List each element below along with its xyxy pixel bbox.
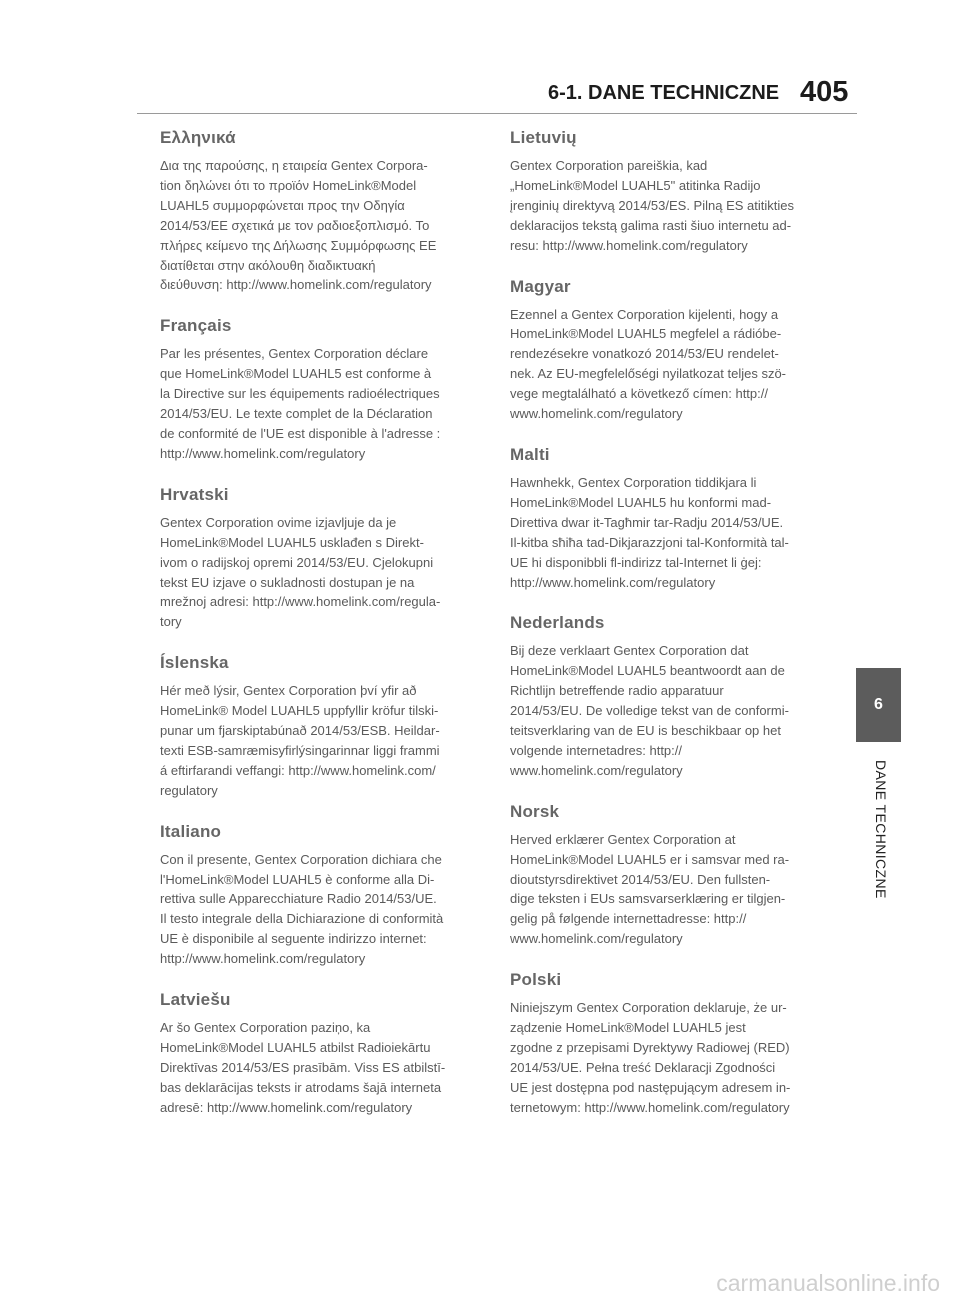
language-section — [160, 822, 485, 969]
section-title: 6-1. DANE TECHNICZNE — [548, 82, 780, 104]
language-section — [510, 613, 835, 780]
text-line: vege megtalálható a következő címen: http:// — [510, 386, 768, 402]
text-line: www.homelink.com/regulatory — [510, 762, 683, 778]
text-line: á eftirfarandi veffangi: http://www.homelink.com/ — [160, 762, 436, 778]
text-line: Ar šo Gentex Corporation paziņo, ka — [160, 1020, 371, 1036]
declaration-text — [510, 641, 835, 780]
left-column — [160, 128, 485, 1139]
header-divider — [137, 113, 857, 114]
text-line: HomeLink®Model LUAHL5 usklađen s Direkt- — [160, 534, 424, 550]
text-line: volgende internetadres: http:// — [510, 742, 683, 758]
text-line: gelig på følgende internettadresse: http:// — [510, 911, 747, 927]
language-heading: Ελληνικά — [160, 128, 236, 147]
language-heading: Polski — [510, 970, 562, 990]
text-line: rendezésekre vonatkozó 2014/53/EU rendelet- — [510, 346, 779, 362]
text-line: HomeLink®Model LUAHL5 atbilst Radioiekārtu — [160, 1040, 431, 1055]
text-line: mrežnoj adresi: http://www.homelink.com/regula- — [160, 594, 441, 610]
language-heading: Magyar — [510, 276, 571, 296]
language-section — [160, 316, 485, 463]
text-line: Il testo integrale della Dichiarazione di conformità — [160, 911, 444, 927]
text-line: http://www.homelink.com/regulatory — [510, 574, 716, 590]
text-line: tekst EU izjave o sukladnosti dostupan je na — [160, 574, 415, 590]
text-line: HomeLink®Model LUAHL5 er i samsvar med ra- — [510, 851, 790, 867]
text-line: 2014/53/UE. Pełna treść Deklaracji Zgodności — [510, 1059, 776, 1075]
text-line: tory — [160, 614, 182, 630]
text-line: UE jest dostępna pod następującym adresem in- — [510, 1079, 791, 1095]
text-line: dige teksten i EUs samsvarserklæring er tilgjen- — [510, 891, 786, 907]
text-line: HomeLink® Model LUAHL5 uppfyllir kröfur tilski- — [160, 703, 439, 719]
text-line: Con il presente, Gentex Corporation dichiara che — [160, 851, 442, 867]
text-line: Hér með lýsir, Gentex Corporation því yfir að — [160, 683, 417, 699]
language-section — [510, 445, 835, 592]
text-line: resu: http://www.homelink.com/regulatory — [510, 237, 748, 253]
text-line: Par les présentes, Gentex Corporation déclare — [160, 346, 429, 362]
chapter-tab[interactable]: 6 — [856, 668, 901, 742]
text-line: HomeLink®Model LUAHL5 hu konformi mad- — [510, 494, 772, 510]
text-line: Hawnhekk, Gentex Corporation tiddikjara li — [510, 474, 757, 490]
language-heading: Norsk — [510, 801, 560, 821]
text-line: UE è disponibile al seguente indirizzo internet: — [160, 931, 427, 947]
declaration-text — [160, 681, 485, 800]
declaration-text — [160, 850, 485, 969]
text-line: UE hi disponibbli fl-indirizz tal-Internet li ġej: — [510, 554, 762, 570]
text-line: punar um fjarskiptabúnað 2014/53/ESB. Heildar- — [160, 723, 440, 739]
text-line: Niniejszym Gentex Corporation deklaruje, że ur- — [510, 1000, 787, 1016]
text-line: Bij deze verklaart Gentex Corporation dat — [510, 643, 749, 659]
language-heading: Malti — [510, 444, 550, 464]
text-line: Ezennel a Gentex Corporation kijelenti, hogy a — [510, 306, 779, 322]
text-line: de conformité de l'UE est disponible à l'adresse : — [160, 425, 441, 441]
declaration-text — [160, 513, 485, 632]
declaration-text — [510, 473, 835, 592]
page-number: 405 — [800, 76, 849, 108]
text-line: Il-kitba sħiħa tad-Dikjarazzjoni tal-Konformità tal- — [510, 534, 789, 550]
text-line: zgodne z przepisami Dyrektywy Radiowej (RED) — [510, 1040, 790, 1055]
text-line: διατίθεται στην ακόλουθη διαδικτυακή — [160, 257, 376, 273]
language-section — [510, 802, 835, 949]
text-line: ządzenie HomeLink®Model LUAHL5 jest — [510, 1020, 746, 1036]
language-section — [510, 277, 835, 424]
text-line: ternetowym: http://www.homelink.com/regulatory — [510, 1099, 790, 1115]
text-line: 2014/53/EU. Le texte complet de la Déclaration — [160, 406, 433, 422]
declaration-text — [510, 998, 835, 1117]
declaration-text — [160, 1018, 485, 1118]
text-line: deklaracijos tekstą galima rasti šiuo internetu ad- — [510, 217, 792, 233]
language-section — [510, 128, 835, 256]
declaration-text — [510, 830, 835, 949]
text-line: http://www.homelink.com/regulatory — [160, 445, 366, 461]
language-section — [510, 970, 835, 1117]
text-line: rettiva sulle Apparecchiature Radio 2014/53/UE. — [160, 891, 437, 907]
text-line: πλήρες κείμενο της Δήλωσης Συμμόρφωσης ΕΕ — [160, 237, 437, 253]
text-line: Direttiva dwar it-Tagħmir tar-Radju 2014/53/UE. — [510, 514, 784, 530]
language-section — [160, 485, 485, 632]
text-line: Direktīvas 2014/53/ES prasībām. Viss ES atbilstī- — [160, 1059, 446, 1075]
language-heading: Nederlands — [510, 613, 605, 633]
language-heading: Italiano — [160, 821, 222, 841]
text-line: „HomeLink®Model LUAHL5" atitinka Radijo — [510, 177, 761, 193]
language-section — [160, 128, 485, 295]
declaration-text — [510, 156, 835, 256]
text-line: teitsverklaring van de EU is beschikbaar op het — [510, 723, 781, 739]
right-column — [510, 128, 835, 1139]
declaration-text — [160, 344, 485, 463]
text-line: que HomeLink®Model LUAHL5 est conforme à — [160, 366, 432, 382]
text-line: 2014/53/ΕΕ σχετικά με τον ραδιοεξοπλισμό. Το — [160, 217, 430, 233]
text-line: HomeLink®Model LUAHL5 megfelel a rádióbe- — [510, 326, 782, 342]
text-line: Gentex Corporation ovime izjavljuje da je — [160, 514, 397, 530]
language-heading: Hrvatski — [160, 484, 229, 504]
text-line: bas deklarācijas teksts ir atrodams šajā interneta — [160, 1079, 442, 1095]
text-line: 2014/53/EU. De volledige tekst van de conformi- — [510, 703, 789, 719]
text-line: adresē: http://www.homelink.com/regulatory — [160, 1099, 413, 1115]
watermark: carmanualsonline.info — [716, 1270, 940, 1296]
text-line: www.homelink.com/regulatory — [510, 931, 683, 947]
language-section — [160, 990, 485, 1118]
text-line: Herved erklærer Gentex Corporation at — [510, 831, 736, 847]
text-line: dioutstyrsdirektivet 2014/53/EU. Den fullsten- — [510, 871, 771, 887]
text-line: regulatory — [160, 782, 218, 798]
text-line: Richtlijn betreffende radio apparatuur — [510, 683, 724, 699]
text-line: tion δηλώνει ότι το προϊόν HomeLink®Model — [160, 177, 417, 193]
text-line: nek. Az EU-megfelelőségi nyilatkozat teljes szö- — [510, 366, 787, 382]
language-section — [160, 653, 485, 800]
text-line: HomeLink®Model LUAHL5 beantwoordt aan de — [510, 663, 785, 679]
language-heading: Íslenska — [160, 653, 229, 673]
text-line: http://www.homelink.com/regulatory — [160, 951, 366, 967]
text-line: l'HomeLink®Model LUAHL5 è conforme alla Di- — [160, 871, 435, 887]
text-line: Δια της παρούσης, η εταιρεία Gentex Corpora- — [160, 158, 428, 173]
text-line: LUAHL5 συμμορφώνεται προς την Οδηγία — [160, 197, 405, 213]
language-heading: Français — [160, 316, 232, 336]
text-line: www.homelink.com/regulatory — [510, 406, 683, 422]
text-line: Gentex Corporation pareiškia, kad — [510, 158, 708, 173]
text-line: įrenginių direktyvą 2014/53/ES. Pilną ES atitikties — [510, 197, 794, 213]
text-line: διεύθυνση: http://www.homelink.com/regulatory — [160, 277, 432, 293]
declaration-text — [160, 156, 485, 295]
language-heading: Lietuvių — [510, 128, 577, 147]
text-line: ivom o radijskoj opremi 2014/53/EU. Cjelokupni — [160, 554, 434, 570]
declaration-text — [510, 305, 835, 424]
text-line: la Directive sur les équipements radioélectriques — [160, 386, 440, 402]
language-heading: Latviešu — [160, 990, 231, 1010]
chapter-side-label: DANE TECHNICZNE — [873, 760, 889, 899]
text-line: texti ESB-samræmisyfirlýsingarinnar liggi frammi — [160, 742, 440, 758]
